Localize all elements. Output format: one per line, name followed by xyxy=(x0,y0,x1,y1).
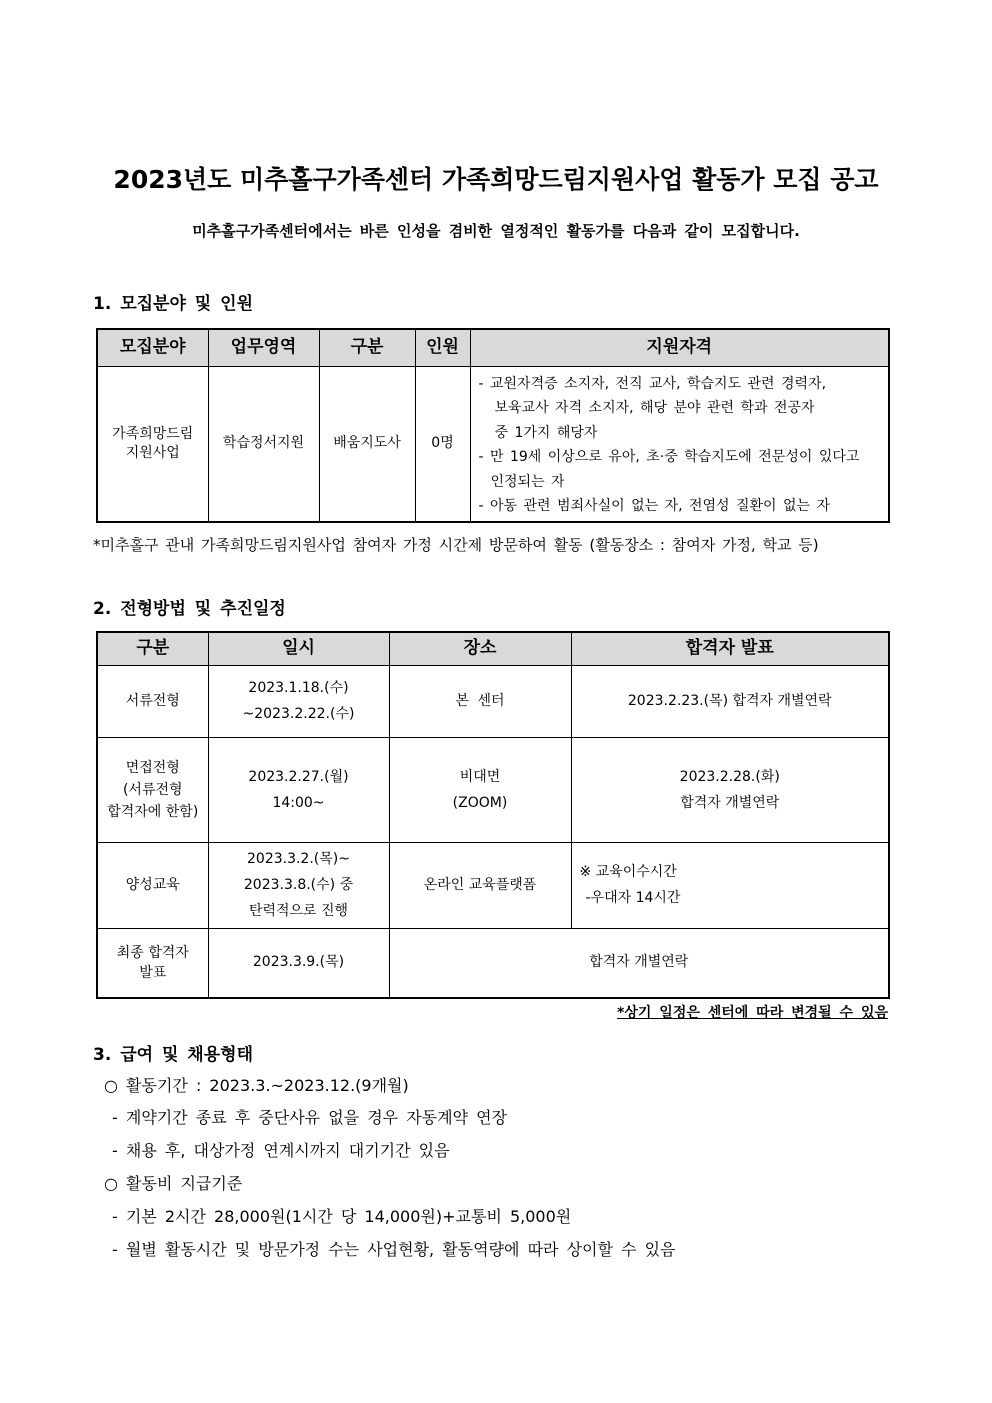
activity-period-line: ○ 활동기간 : 2023.3.~2023.12.(9개월) xyxy=(104,1076,409,1095)
result-cell xyxy=(571,842,889,928)
schedule-row-interview xyxy=(97,737,889,842)
field-line1: 가족희망드림 xyxy=(112,425,194,442)
stage-cell xyxy=(97,928,208,998)
stage-line: (서류전형 xyxy=(122,781,183,798)
schedule-table xyxy=(96,631,890,999)
header-field: 모집분야 xyxy=(97,329,208,366)
result-cell: 합격자 개별연락 xyxy=(389,928,889,998)
date-line: 2023.1.18.(수) xyxy=(248,680,349,696)
recruitment-row xyxy=(97,366,889,522)
stage-line: 면접전형 xyxy=(125,759,180,776)
schedule-header-row xyxy=(97,632,889,665)
date-cell xyxy=(208,737,389,842)
date-line: 2023.3.2.(목)~ xyxy=(247,851,350,867)
place-line: 비대면 xyxy=(459,768,501,785)
qualification-cell xyxy=(470,366,889,522)
contract-renewal-line: - 계약기간 종료 후 중단사유 없을 경우 자동계약 연장 xyxy=(112,1108,508,1127)
monthly-variance-line: - 월별 활동시간 및 방문가정 수는 사업현황, 활동역량에 따라 상이할 수 있음 xyxy=(112,1240,676,1259)
qual-1c: 중 1가지 해당자 xyxy=(494,424,598,441)
header-stage: 구분 xyxy=(97,632,208,665)
field-cell xyxy=(97,366,208,522)
header-qualification: 지원자격 xyxy=(470,329,889,366)
stage-line: 최종 합격자 xyxy=(116,944,189,961)
result-line: 2023.2.28.(화) xyxy=(679,768,780,785)
field-line2: 지원사업 xyxy=(125,444,180,461)
header-type: 구분 xyxy=(319,329,415,366)
section2-heading: 2. 전형방법 및 추진일정 xyxy=(93,599,286,619)
schedule-row-final xyxy=(97,928,889,998)
section2-note: *상기 일정은 센터에 따라 변경될 수 있음 xyxy=(617,1005,888,1021)
schedule-row-document xyxy=(97,665,889,737)
intro-text: 미추홀구가족센터에서는 바른 인성을 겸비한 열정적인 활동가를 다음과 같이 모집합니다. xyxy=(192,222,800,240)
count-cell: 0명 xyxy=(415,366,470,522)
place-line: (ZOOM) xyxy=(452,794,508,811)
stage-cell: 양성교육 xyxy=(97,842,208,928)
qual-2a: - 만 19세 이상으로 유아, 초·중 학습지도에 전문성이 있다고 xyxy=(478,449,860,466)
stage-line: 발표 xyxy=(139,964,167,981)
area-cell: 학습정서지원 xyxy=(208,366,319,522)
result-cell: 2023.2.23.(목) 합격자 개별연락 xyxy=(571,665,889,737)
recruitment-header-row xyxy=(97,329,889,366)
date-line: 14:00~ xyxy=(272,794,325,811)
date-cell: 2023.3.9.(목) xyxy=(208,928,389,998)
date-cell xyxy=(208,665,389,737)
qual-1a: - 교원자격증 소지자, 전직 교사, 학습지도 관련 경력자, xyxy=(478,375,827,392)
place-cell: 온라인 교육플랫폼 xyxy=(389,842,571,928)
section1-note: *미추홀구 관내 가족희망드림지원사업 참여자 가정 시간제 방문하여 활동 (활동장소 : 참여자 가정, 학교 등) xyxy=(93,536,819,554)
result-line: -우대자 14시간 xyxy=(585,890,681,906)
section3-heading: 3. 급여 및 채용형태 xyxy=(93,1045,253,1065)
qual-2b: 인정되는 자 xyxy=(490,473,565,490)
pay-standard-line: ○ 활동비 지급기준 xyxy=(104,1174,243,1193)
header-area: 업무영역 xyxy=(208,329,319,366)
date-line: 2023.2.27.(월) xyxy=(248,768,349,785)
stage-cell xyxy=(97,737,208,842)
waiting-period-line: - 채용 후, 대상가정 연계시까지 대기기간 있음 xyxy=(112,1141,450,1160)
type-cell: 배움지도사 xyxy=(319,366,415,522)
base-pay-line: - 기본 2시간 28,000원(1시간 당 14,000원)+교통비 5,000원 xyxy=(112,1207,572,1226)
header-date: 일시 xyxy=(208,632,389,665)
date-line: 2023.3.8.(수) 중 xyxy=(243,877,354,893)
header-result: 합격자 발표 xyxy=(571,632,889,665)
date-cell xyxy=(208,842,389,928)
date-line: 탄력적으로 진행 xyxy=(248,903,349,919)
place-cell: 본 센터 xyxy=(389,665,571,737)
section1-heading: 1. 모집분야 및 인원 xyxy=(93,294,253,314)
recruitment-table xyxy=(96,328,890,523)
qual-3: - 아동 관련 범죄사실이 없는 자, 전염성 질환이 없는 자 xyxy=(478,498,831,515)
result-cell xyxy=(571,737,889,842)
stage-line: 합격자에 한함) xyxy=(107,803,199,820)
result-line: ※ 교육이수시간 xyxy=(579,864,677,880)
date-line: ~2023.2.22.(수) xyxy=(242,706,355,722)
header-place: 장소 xyxy=(389,632,571,665)
place-cell xyxy=(389,737,571,842)
result-line: 합격자 개별연락 xyxy=(680,794,780,811)
page-title: 2023년도 미추홀구가족센터 가족희망드림지원사업 활동가 모집 공고 xyxy=(113,165,879,194)
header-count: 인원 xyxy=(415,329,470,366)
stage-cell: 서류전형 xyxy=(97,665,208,737)
qual-1b: 보육교사 자격 소지자, 해당 분야 관련 학과 전공자 xyxy=(494,400,815,417)
schedule-row-training xyxy=(97,842,889,928)
